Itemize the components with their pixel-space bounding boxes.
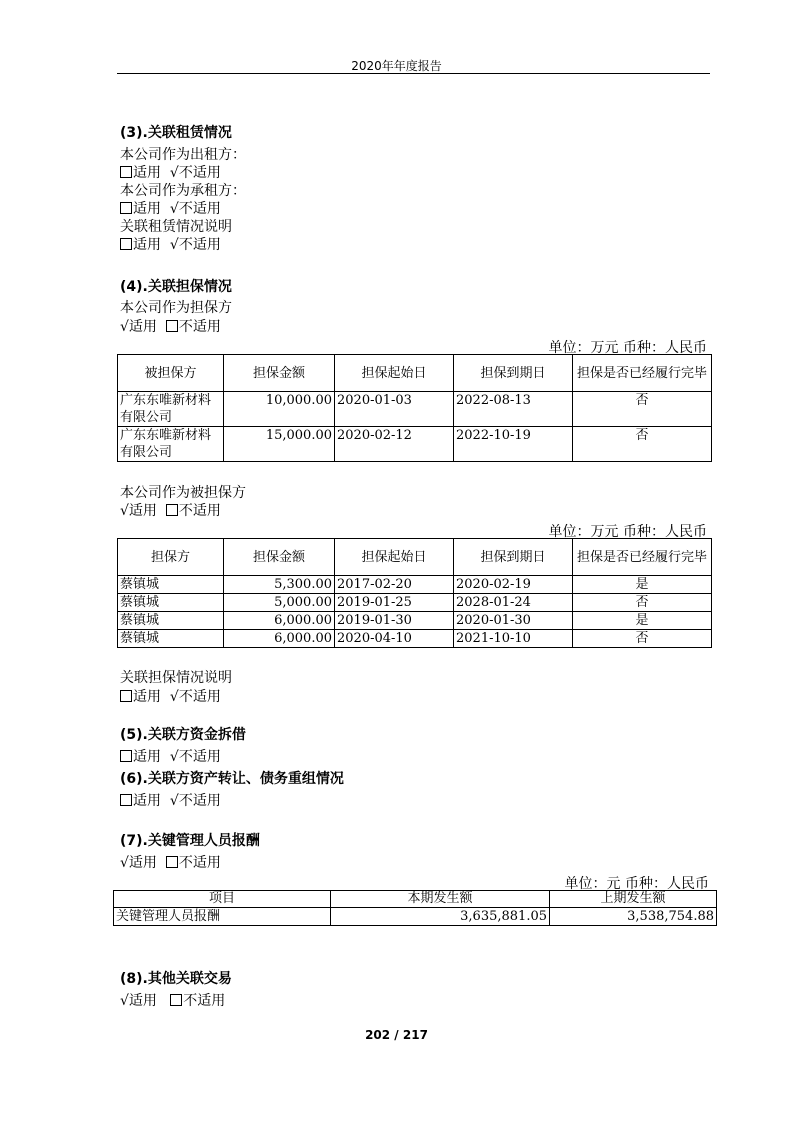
col-header: 担保金额 xyxy=(224,355,335,392)
table-cell: 2017-02-20 xyxy=(335,576,454,594)
col-header: 担保到期日 xyxy=(454,355,573,392)
table-cell: 否 xyxy=(573,630,712,648)
guarantee-note-applicability: 适用 √不适用 xyxy=(120,688,221,706)
table-cell: 2020-01-03 xyxy=(335,392,454,427)
col-header: 担保起始日 xyxy=(335,539,454,576)
table-cell: 否 xyxy=(573,427,712,462)
as-guarantor-line: 本公司作为担保方 xyxy=(120,300,232,316)
section-5-applicability: 适用 √不适用 xyxy=(120,748,221,766)
table-cell: 蔡镇城 xyxy=(118,576,224,594)
table-cell: 15,000.00 xyxy=(224,427,335,462)
checkbox-icon xyxy=(120,166,132,178)
guarantee-note-line: 关联担保情况说明 xyxy=(120,670,232,686)
unit-label: 单位：元 币种：人民币 xyxy=(564,876,709,892)
lessor-applicability: 适用 √不适用 xyxy=(120,164,221,182)
as-guaranteed-line: 本公司作为被担保方 xyxy=(120,485,246,501)
checkbox-icon xyxy=(120,690,132,702)
checkbox-icon xyxy=(170,994,182,1006)
table-cell: 3,538,754.88 xyxy=(550,908,717,926)
table-cell: 2020-02-19 xyxy=(454,576,573,594)
section-8-applicability: √适用 不适用 xyxy=(120,993,226,1009)
section-6-applicability: 适用 √不适用 xyxy=(120,792,221,810)
unit-label: 单位：万元 币种：人民币 xyxy=(548,524,707,540)
table-cell: 5,000.00 xyxy=(224,594,335,612)
table-cell: 2020-02-12 xyxy=(335,427,454,462)
table-cell: 关键管理人员报酬 xyxy=(114,908,331,926)
page-number: 202 / 217 xyxy=(365,1028,428,1042)
table-cell: 6,000.00 xyxy=(224,612,335,630)
table-cell: 3,635,881.05 xyxy=(331,908,550,926)
table-cell: 是 xyxy=(573,612,712,630)
lessee-line: 本公司作为承租方： xyxy=(120,183,246,199)
section-6-title: (6).关联方资产转让、债务重组情况 xyxy=(120,771,344,787)
as-guarantor-applicability: √适用 不适用 xyxy=(120,319,221,335)
table-cell: 蔡镇城 xyxy=(118,630,224,648)
lease-note-applicability: 适用 √不适用 xyxy=(120,236,221,254)
checkbox-icon xyxy=(166,504,178,516)
table-cell: 广东东唯新材料有限公司 xyxy=(118,427,224,462)
table-cell: 2020-01-30 xyxy=(454,612,573,630)
col-header: 担保方 xyxy=(118,539,224,576)
table-cell: 否 xyxy=(573,392,712,427)
checkbox-icon xyxy=(166,320,178,332)
guarantee-table-1 xyxy=(117,354,712,462)
checkbox-icon xyxy=(120,238,132,250)
table-cell: 2022-10-19 xyxy=(454,427,573,462)
checkbox-icon xyxy=(166,856,178,868)
lease-note-line: 关联租赁情况说明 xyxy=(120,219,232,235)
section-3-title: (3).关联租赁情况 xyxy=(120,125,232,141)
table-cell: 5,300.00 xyxy=(224,576,335,594)
section-4-title: (4).关联担保情况 xyxy=(120,279,232,295)
table-cell: 2021-10-10 xyxy=(454,630,573,648)
guarantee-table-2 xyxy=(117,538,712,648)
checkbox-icon xyxy=(120,794,132,806)
col-header: 项目 xyxy=(114,891,331,908)
table-cell: 2028-01-24 xyxy=(454,594,573,612)
compensation-table xyxy=(113,890,717,926)
table-cell: 2022-08-13 xyxy=(454,392,573,427)
table-cell: 2020-04-10 xyxy=(335,630,454,648)
report-header: 2020年年度报告 xyxy=(351,59,442,73)
table-cell: 蔡镇城 xyxy=(118,594,224,612)
table-cell: 2019-01-30 xyxy=(335,612,454,630)
table-cell: 广东东唯新材料有限公司 xyxy=(118,392,224,427)
header-rule xyxy=(117,73,710,74)
section-5-title: (5).关联方资金拆借 xyxy=(120,727,246,743)
checkbox-icon xyxy=(120,202,132,214)
checkbox-icon xyxy=(120,750,132,762)
col-header: 担保金额 xyxy=(224,539,335,576)
section-7-applicability: √适用 不适用 xyxy=(120,855,221,871)
col-header: 担保是否已经履行完毕 xyxy=(573,539,712,576)
section-7-title: (7).关键管理人员报酬 xyxy=(120,833,260,849)
lessee-applicability: 适用 √不适用 xyxy=(120,200,221,218)
table-cell: 是 xyxy=(573,576,712,594)
col-header: 担保到期日 xyxy=(454,539,573,576)
col-header: 担保是否已经履行完毕 xyxy=(573,355,712,392)
col-header: 担保起始日 xyxy=(335,355,454,392)
unit-label: 单位：万元 币种：人民币 xyxy=(548,340,707,356)
table-cell: 10,000.00 xyxy=(224,392,335,427)
table-cell: 蔡镇城 xyxy=(118,612,224,630)
lessor-line: 本公司作为出租方： xyxy=(120,147,246,163)
col-header: 上期发生额 xyxy=(550,891,717,908)
table-cell: 6,000.00 xyxy=(224,630,335,648)
col-header: 被担保方 xyxy=(118,355,224,392)
table-cell: 否 xyxy=(573,594,712,612)
table-cell: 2019-01-25 xyxy=(335,594,454,612)
as-guaranteed-applicability: √适用 不适用 xyxy=(120,503,221,519)
section-8-title: (8).其他关联交易 xyxy=(120,971,232,987)
col-header: 本期发生额 xyxy=(331,891,550,908)
